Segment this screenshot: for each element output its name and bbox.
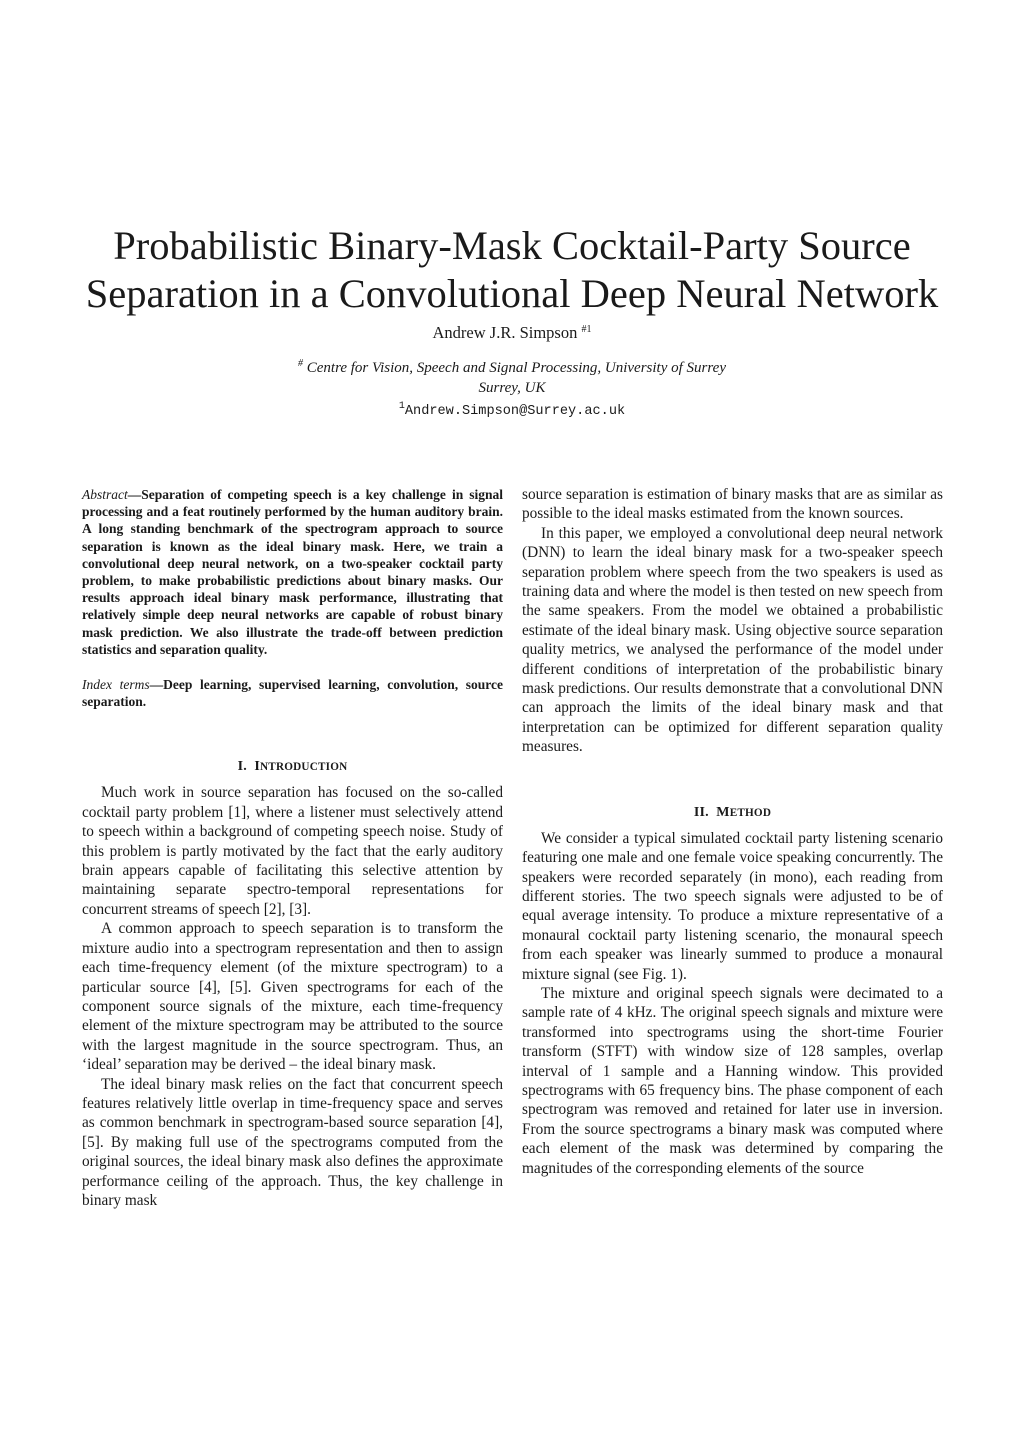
section-rest-intro: NTRODUCTION [260, 761, 348, 774]
author-mark: #1 [581, 324, 592, 335]
abstract-label: Abstract [82, 487, 128, 502]
method-paragraph-2: The mixture and original speech signals were decimated to a sample rate of 4 kHz. The original speech signals and mixture were transformed into spectrograms using the short-time Fourier transform (STFT) with window size of 128 samples, overlap interval of 1 sample and a Hanning window. This provided spectrograms with 65 frequency bins. The phase component of each spectrogram was removed and retained for later use in inversion. From the source spectrograms a binary mask was computed where each element of the mask was determined by comparing the magnitudes of the corresponding elements of the source [522, 984, 943, 1177]
intro-paragraph-2: A common approach to speech separation is to transform the mixture audio into a spectrogram representation and then to assign each time-frequency element (of the mixture spectrogram) to a particular source [4], [5]. Given spectrograms for each of the component source signals of the mixture, each time-frequency element of the mixture spectrogram may be attributed to the source with the largest magnitude in the source spectrogram. Thus, an ‘ideal’ separation may be derived – the ideal binary mask. [82, 920, 503, 1074]
author [0, 320, 1024, 343]
section-numeral-method: II. [693, 804, 709, 820]
affiliation-text-1: Centre for Vision, Speech and Signal Processing, University of Surrey [306, 360, 726, 376]
author-name: Andrew J.R. Simpson [432, 323, 578, 342]
affiliation-mark: # [298, 358, 303, 369]
left-column [82, 486, 503, 1210]
paper-title-line-2: Separation in a Convolutional Deep Neural Network [85, 271, 939, 316]
author-email [0, 397, 1024, 422]
section-numeral-intro: I. [237, 759, 247, 775]
section-initial-method: M [716, 804, 730, 820]
section-rest-method: ETHOD [729, 806, 772, 819]
paper-title-line-1: Probabilistic Binary-Mask Cocktail-Party Source [113, 223, 911, 268]
section-initial-intro: I [254, 759, 261, 775]
right-column [522, 485, 943, 1178]
affiliation [0, 354, 1024, 398]
abstract-text: —Separation of competing speech is a key challenge in signal processing and a feat routinely performed by the human auditory brain. A long standing benchmark of the spectrogram approach to source separation is known as the ideal binary mask. Here, we train a convolutional deep neural network, on a two-speaker cocktail party problem, to make probabilistic predictions about binary masks. Our results approach ideal binary mask performance, illustrating that relatively simple deep neural networks are capable of robust binary mask prediction. We also illustrate the trade-off between prediction statistics and separation quality. [82, 487, 503, 657]
index-terms [82, 676, 503, 710]
intro-paragraph-1: Much work in source separation has focused on the so-called cocktail party problem [1], where a listener must selectively attend to speech within a background of competing speech noise. Study of this problem is partly motivated by the fact that the early auditory brain appears capable of facilitating this selective attention by maintaining separate spectro-temporal representations for concurrent streams of speech [2], [3]. [82, 784, 503, 918]
paper-title [0, 222, 1024, 318]
email-mark: 1 [398, 401, 405, 412]
email-address: Andrew.Simpson@Surrey.ac.uk [404, 404, 626, 419]
affiliation-line-1 [0, 354, 1024, 378]
index-terms-label: Index terms [82, 677, 150, 693]
method-paragraph-1: We consider a typical simulated cocktail party listening scenario featuring one male and one female voice speaking concurrently. The speakers were recorded separately (in mono), each reading from different stories. The two speech signals were adjusted to be of equal average intensity. To produce a mixture representative of a monaural cocktail party listening scenario, the monaural speech from each speaker was linearly summed to produce a monaural mixture signal (see Fig. 1). [522, 829, 943, 983]
section-heading-method [522, 803, 943, 823]
affiliation-line-2: Surrey, UK [478, 380, 546, 396]
section-heading-introduction [82, 757, 503, 777]
intro-paragraph-3: The ideal binary mask relies on the fact that concurrent speech features relatively little overlap in time-frequency space and serves as common benchmark in spectrogram-based source separation [4], [5]. By making full use of the spectrograms computed from the original sources, the ideal binary mask also defines the approximate performance ceiling of the approach. Thus, the key challenge in binary mask [82, 1075, 503, 1209]
abstract [82, 486, 503, 658]
intro-continuation-paragraph: source separation is estimation of binary masks that are as similar as possible to the ideal masks estimated from the known sources. [522, 486, 943, 523]
intro-paragraph-4: In this paper, we employed a convolutional deep neural network (DNN) to learn the ideal binary mask for a two-speaker speech separation problem where speech from the two speakers is used as training data and where the model is then tested on new speech from the same speakers. From the model we obtained a probabilistic estimate of the ideal binary mask. Using objective source separation quality metrics, we analysed the performance of the model under different conditions of interpretation of the probabilistic binary mask predictions. Our results demonstrate that a convolutional DNN can approach the limits of the ideal binary mask and that interpretation can be optimized for different separation quality measures. [522, 524, 943, 756]
index-terms-text: —Deep learning, supervised learning, convolution, source separation. [82, 677, 503, 710]
